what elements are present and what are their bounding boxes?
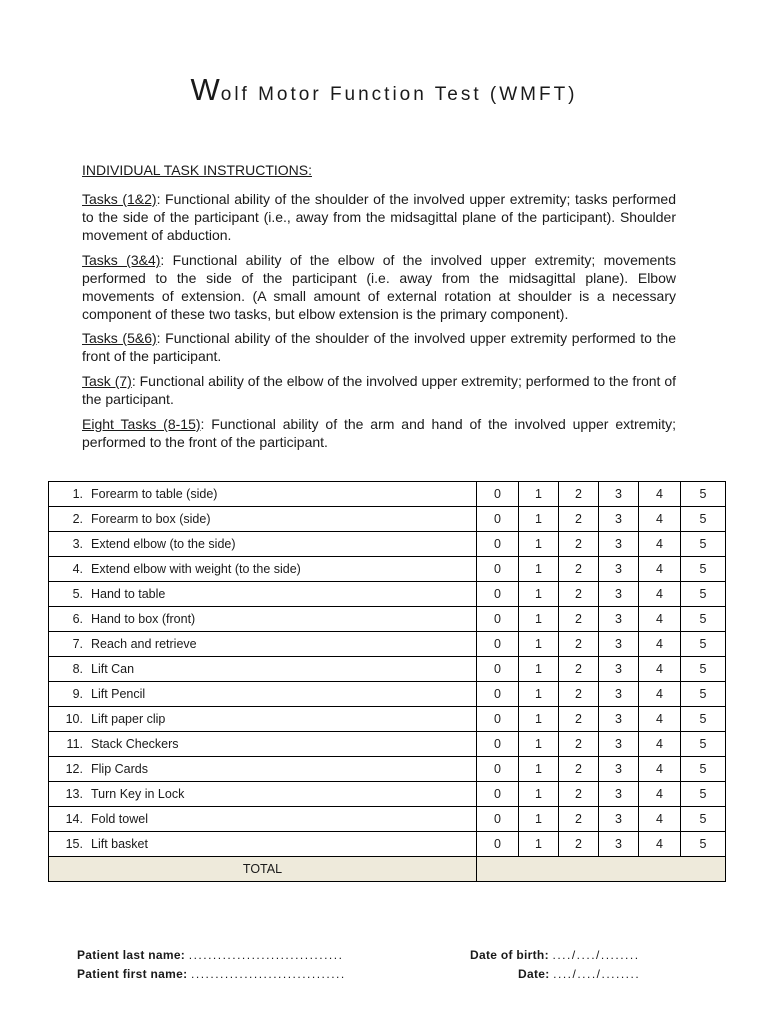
instruction-paragraph: Task (7): Functional ability of the elbow of the involved upper extremity; performed to the front of the participant.: [82, 373, 676, 407]
task-name: Reach and retrieve: [91, 637, 197, 651]
task-cell: [49, 482, 477, 507]
score-option[interactable]: 0: [477, 657, 519, 682]
task-number: 15.: [65, 837, 83, 851]
score-option[interactable]: 4: [639, 682, 681, 707]
task-name: Lift basket: [91, 837, 148, 851]
score-table: [48, 481, 726, 882]
patient-last-name-field[interactable]: Patient last name: ................................: [77, 948, 344, 962]
score-option[interactable]: 4: [639, 582, 681, 607]
task-name: Turn Key in Lock: [91, 787, 185, 801]
score-option[interactable]: 1: [519, 507, 559, 532]
task-number: 3.: [72, 537, 83, 551]
task-name: Fold towel: [91, 812, 148, 826]
score-option[interactable]: 2: [559, 807, 599, 832]
score-option[interactable]: 3: [599, 532, 639, 557]
score-option[interactable]: 3: [599, 507, 639, 532]
score-option[interactable]: 2: [559, 757, 599, 782]
task-cell: [49, 607, 477, 632]
score-option[interactable]: 1: [519, 557, 559, 582]
task-cell: [49, 782, 477, 807]
page-title: [0, 72, 768, 108]
task-cell: [49, 807, 477, 832]
score-option[interactable]: 4: [639, 807, 681, 832]
table-row: [49, 607, 726, 632]
score-option[interactable]: 4: [639, 707, 681, 732]
score-option[interactable]: 3: [599, 582, 639, 607]
score-option[interactable]: 1: [519, 632, 559, 657]
table-row: [49, 832, 726, 857]
table-row: [49, 482, 726, 507]
task-number: 6.: [72, 612, 83, 626]
score-option[interactable]: 1: [519, 782, 559, 807]
score-option[interactable]: 1: [519, 532, 559, 557]
score-option[interactable]: 1: [519, 682, 559, 707]
score-option[interactable]: 2: [559, 782, 599, 807]
score-option[interactable]: 0: [477, 507, 519, 532]
score-option[interactable]: 5: [681, 532, 726, 557]
score-option[interactable]: 3: [599, 807, 639, 832]
score-option[interactable]: 0: [477, 757, 519, 782]
score-option[interactable]: 5: [681, 732, 726, 757]
score-option[interactable]: 0: [477, 782, 519, 807]
score-option[interactable]: 2: [559, 632, 599, 657]
score-option[interactable]: 5: [681, 632, 726, 657]
table-row: [49, 682, 726, 707]
score-option[interactable]: 5: [681, 557, 726, 582]
table-row: [49, 507, 726, 532]
score-option[interactable]: 4: [639, 532, 681, 557]
score-option[interactable]: 0: [477, 607, 519, 632]
task-name: Lift Pencil: [91, 687, 146, 701]
total-row: [49, 857, 726, 882]
score-option[interactable]: 1: [519, 807, 559, 832]
task-cell: [49, 732, 477, 757]
task-number: 7.: [72, 637, 83, 651]
score-option[interactable]: 3: [599, 832, 639, 857]
score-option[interactable]: 5: [681, 832, 726, 857]
score-option[interactable]: 5: [681, 807, 726, 832]
task-number: 11.: [66, 737, 83, 751]
score-option[interactable]: 0: [477, 532, 519, 557]
score-option[interactable]: 2: [559, 507, 599, 532]
table-row: [49, 532, 726, 557]
score-option[interactable]: 5: [681, 782, 726, 807]
score-option[interactable]: 4: [639, 632, 681, 657]
instruction-paragraph: Tasks (1&2): Functional ability of the shoulder of the involved upper extremity; tasks performed to the side of the participant (i.e., away from the midsagittal plane of the participant). Shoulder movement of abduction.: [82, 191, 676, 243]
score-option[interactable]: 3: [599, 632, 639, 657]
task-name: Hand to table: [91, 587, 166, 601]
table-row: [49, 557, 726, 582]
score-option[interactable]: 0: [477, 557, 519, 582]
score-option[interactable]: 3: [599, 657, 639, 682]
score-option[interactable]: 4: [639, 757, 681, 782]
task-name: Forearm to box (side): [91, 512, 211, 526]
total-label: TOTAL: [49, 857, 477, 882]
score-option[interactable]: 0: [477, 582, 519, 607]
score-option[interactable]: 2: [559, 832, 599, 857]
total-value-cell[interactable]: [477, 857, 726, 882]
score-option[interactable]: 0: [477, 482, 519, 507]
score-option[interactable]: 1: [519, 482, 559, 507]
task-number: 8.: [72, 662, 83, 676]
score-option[interactable]: 0: [477, 732, 519, 757]
score-option[interactable]: 3: [599, 482, 639, 507]
instructions-heading: INDIVIDUAL TASK INSTRUCTIONS:: [82, 162, 312, 178]
task-name: Flip Cards: [91, 762, 148, 776]
task-name: Lift Can: [91, 662, 135, 676]
score-option[interactable]: 2: [559, 732, 599, 757]
score-option[interactable]: 5: [681, 657, 726, 682]
score-option[interactable]: 2: [559, 482, 599, 507]
date-field[interactable]: Date: ..../..../........: [518, 967, 641, 981]
score-option[interactable]: 3: [599, 782, 639, 807]
score-option[interactable]: 1: [519, 657, 559, 682]
score-option[interactable]: 3: [599, 757, 639, 782]
task-cell: [49, 582, 477, 607]
score-option[interactable]: 5: [681, 507, 726, 532]
instruction-paragraph: Eight Tasks (8-15): Functional ability of the arm and hand of the involved upper extremity; performed to the front of the participant.: [82, 416, 676, 450]
task-cell: [49, 757, 477, 782]
score-option[interactable]: 1: [519, 757, 559, 782]
score-option[interactable]: 1: [519, 732, 559, 757]
score-option[interactable]: 5: [681, 682, 726, 707]
task-name: Hand to box (front): [91, 612, 196, 626]
score-option[interactable]: 2: [559, 707, 599, 732]
score-option[interactable]: 1: [519, 707, 559, 732]
score-option[interactable]: 2: [559, 532, 599, 557]
score-option[interactable]: 2: [559, 557, 599, 582]
table-row: [49, 582, 726, 607]
table-row: [49, 757, 726, 782]
task-number: 9.: [72, 687, 83, 701]
score-option[interactable]: 4: [639, 607, 681, 632]
title-rest: olf Motor Function Test (WMFT): [220, 84, 578, 105]
patient-first-name-field[interactable]: Patient first name: ................................: [77, 967, 346, 981]
score-option[interactable]: 1: [519, 832, 559, 857]
score-option[interactable]: 0: [477, 832, 519, 857]
task-name: Lift paper clip: [91, 712, 166, 726]
score-option[interactable]: 0: [477, 682, 519, 707]
score-option[interactable]: 5: [681, 482, 726, 507]
score-option[interactable]: 4: [639, 482, 681, 507]
score-option[interactable]: 3: [599, 682, 639, 707]
task-name: Stack Checkers: [91, 737, 179, 751]
instruction-paragraph: Tasks (5&6): Functional ability of the shoulder of the involved upper extremity performed to the front of the participant.: [82, 330, 676, 364]
instruction-paragraph: Tasks (3&4): Functional ability of the elbow of the involved upper extremity; movements performed to the side of the participant (i.e. away from the midsagittal plane). Elbow movements of extension. (A small amount of external rotation at shoulder is a necessary component of these two tasks, but elbow extension is the primary component).: [82, 252, 676, 322]
task-cell: [49, 632, 477, 657]
task-number: 13.: [65, 787, 83, 801]
score-option[interactable]: 0: [477, 807, 519, 832]
task-number: 12.: [65, 762, 83, 776]
date-of-birth-field[interactable]: Date of birth: ..../..../........: [470, 948, 640, 962]
task-number: 14.: [65, 812, 83, 826]
table-row: [49, 807, 726, 832]
title-initial: W: [190, 72, 221, 107]
score-option[interactable]: 3: [599, 607, 639, 632]
score-option[interactable]: 2: [559, 607, 599, 632]
task-number: 10.: [65, 712, 83, 726]
score-option[interactable]: 2: [559, 657, 599, 682]
score-option[interactable]: 0: [477, 632, 519, 657]
score-option[interactable]: 1: [519, 582, 559, 607]
score-option[interactable]: 0: [477, 707, 519, 732]
task-cell: [49, 707, 477, 732]
task-name: Forearm to table (side): [91, 487, 218, 501]
table-row: [49, 707, 726, 732]
score-option[interactable]: 2: [559, 582, 599, 607]
score-option[interactable]: 4: [639, 507, 681, 532]
score-option[interactable]: 2: [559, 682, 599, 707]
score-option[interactable]: 5: [681, 607, 726, 632]
task-number: 4.: [72, 562, 83, 576]
score-option[interactable]: 4: [639, 782, 681, 807]
task-name: Extend elbow (to the side): [91, 537, 236, 551]
table-row: [49, 732, 726, 757]
score-option[interactable]: 3: [599, 557, 639, 582]
task-cell: [49, 682, 477, 707]
score-option[interactable]: 4: [639, 657, 681, 682]
task-number: 2.: [72, 512, 83, 526]
task-cell: [49, 532, 477, 557]
score-option[interactable]: 5: [681, 707, 726, 732]
task-cell: [49, 557, 477, 582]
score-option[interactable]: 1: [519, 607, 559, 632]
task-number: 1.: [72, 487, 83, 501]
task-cell: [49, 507, 477, 532]
task-cell: [49, 832, 477, 857]
task-name: Extend elbow with weight (to the side): [91, 562, 301, 576]
score-option[interactable]: 4: [639, 832, 681, 857]
score-option[interactable]: 4: [639, 732, 681, 757]
task-cell: [49, 657, 477, 682]
table-row: [49, 782, 726, 807]
table-row: [49, 632, 726, 657]
score-option[interactable]: 5: [681, 757, 726, 782]
score-option[interactable]: 3: [599, 707, 639, 732]
score-option[interactable]: 3: [599, 732, 639, 757]
score-option[interactable]: 5: [681, 582, 726, 607]
score-option[interactable]: 4: [639, 557, 681, 582]
table-row: [49, 657, 726, 682]
task-number: 5.: [72, 587, 83, 601]
